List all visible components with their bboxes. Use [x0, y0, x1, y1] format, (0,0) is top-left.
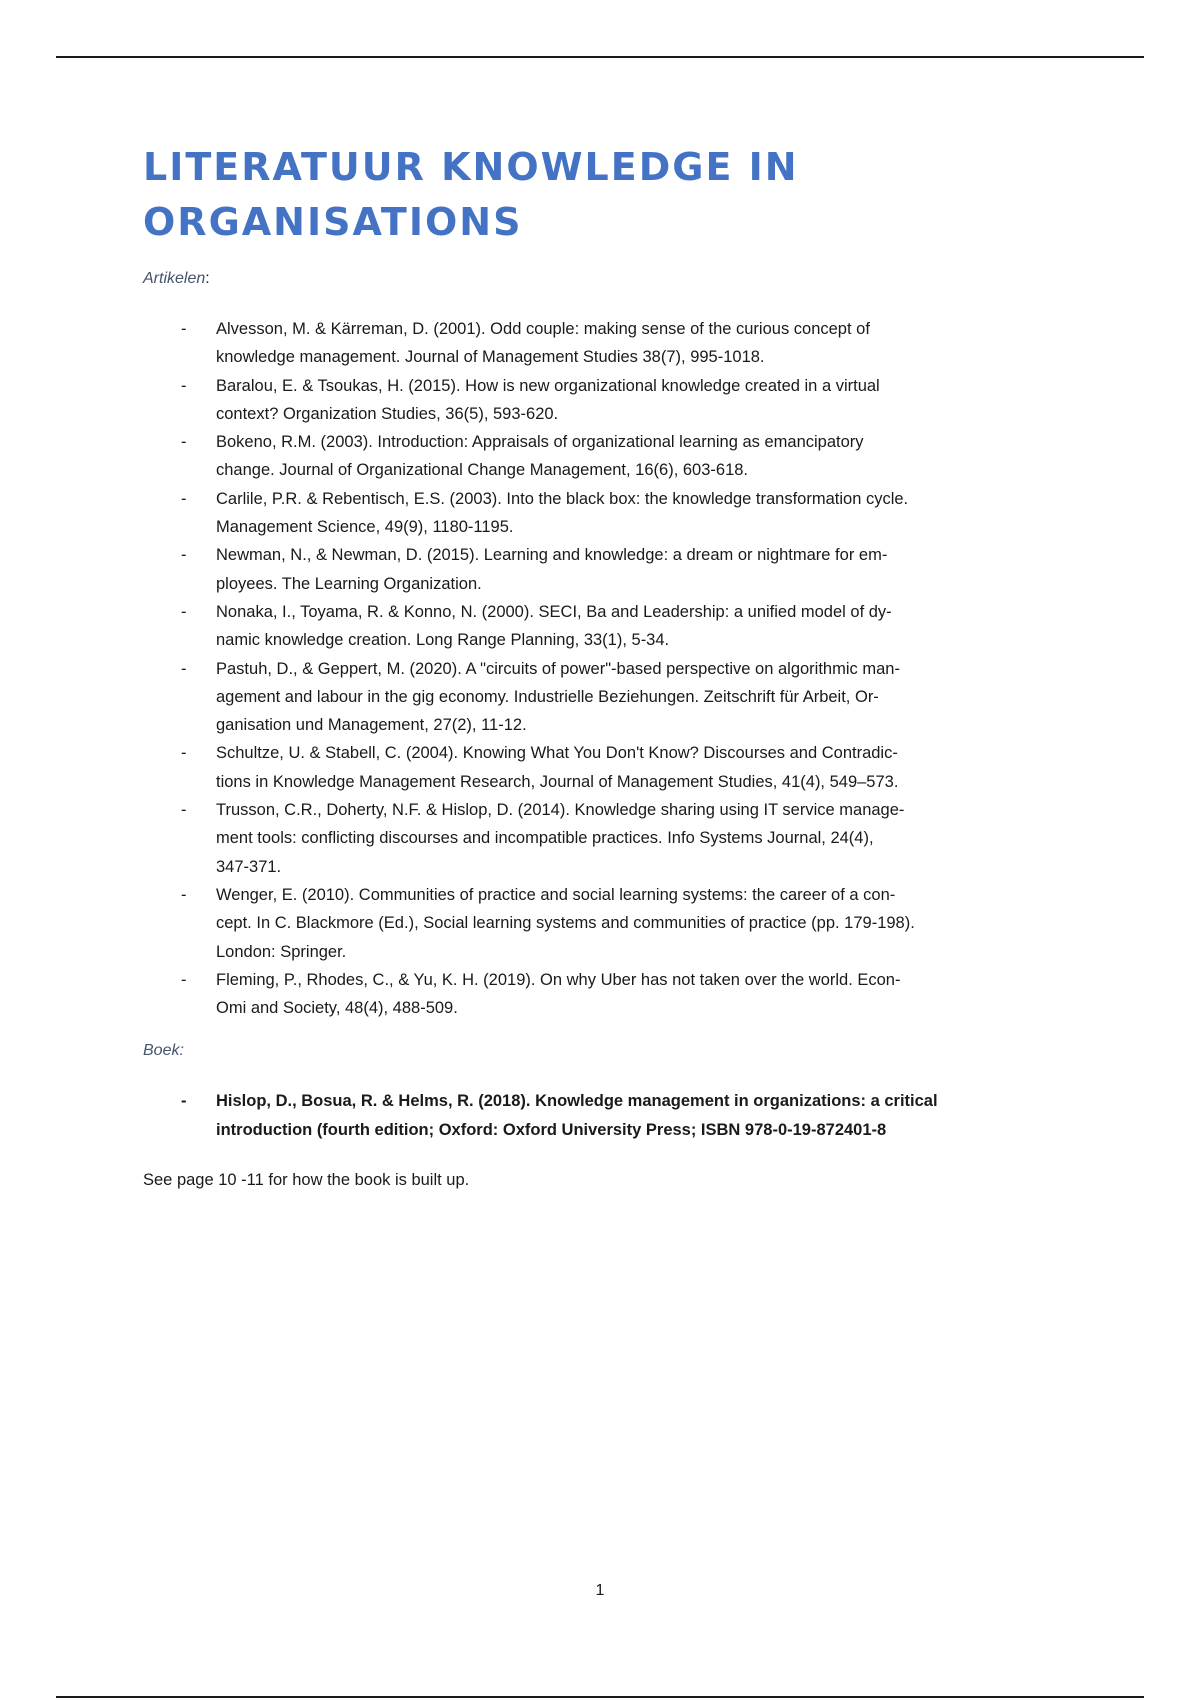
title-line-2: ORGANISATIONS	[143, 200, 523, 244]
articles-heading-text: Artikelen	[143, 270, 206, 287]
reference-line: Trusson, C.R., Doherty, N.F. & Hislop, D. (2014). Knowledge sharing using IT service manage-	[216, 801, 905, 820]
reference-line: agement and labour in the gig economy. Industrielle Beziehungen. Zeitschrift für Arbeit, Or-	[216, 687, 879, 706]
book-structure-note: See page 10 -11 for how the book is built up.	[143, 1171, 470, 1190]
list-dash-marker: -	[181, 801, 187, 820]
list-dash-marker: -	[181, 744, 187, 763]
reference-line: Alvesson, M. & Kärreman, D. (2001). Odd couple: making sense of the curious concept of	[216, 320, 870, 338]
reference-line: Schultze, U. & Stabell, C. (2004). Knowing What You Don't Know? Discourses and Contradic-	[216, 744, 898, 763]
list-dash-marker: -	[181, 659, 187, 678]
reference-line: Carlile, P.R. & Rebentisch, E.S. (2003). Into the black box: the knowledge transformation cycle.	[216, 489, 909, 508]
book-reference	[143, 1087, 993, 1144]
book-heading: Boek:	[143, 1042, 184, 1060]
article-reference	[143, 315, 993, 372]
reference-line: Nonaka, I., Toyama, R. & Konno, N. (2000). SECI, Ba and Leadership: a unified model of dy-	[216, 602, 892, 621]
reference-line: context? Organization Studies, 36(5), 593-620.	[216, 404, 559, 423]
reference-line: namic knowledge creation. Long Range Planning, 33(1), 5-34.	[216, 631, 670, 650]
articles-heading	[143, 268, 993, 290]
footer-rule	[56, 1696, 1144, 1698]
reference-line: Fleming, P., Rhodes, C., & Yu, K. H. (2019). On why Uber has not taken over the world. Econ-	[216, 970, 901, 989]
document-title	[143, 140, 993, 250]
book-list	[143, 1087, 993, 1144]
reference-line: ployees. The Learning Organization.	[216, 574, 482, 593]
reference-line: ganisation und Management, 27(2), 11-12.	[216, 716, 527, 735]
list-dash-marker: -	[181, 1092, 187, 1111]
article-reference	[143, 655, 993, 740]
article-reference	[143, 541, 993, 598]
article-reference	[143, 372, 993, 429]
reference-line: change. Journal of Organizational Change Management, 16(6), 603-618.	[216, 461, 749, 480]
list-dash-marker: -	[181, 546, 187, 565]
articles-heading-colon: :	[205, 270, 210, 287]
page-number: 1	[595, 1582, 605, 1599]
list-dash-marker: -	[181, 602, 187, 621]
list-dash-marker: -	[181, 376, 187, 395]
reference-line: Management Science, 49(9), 1180-1195.	[216, 518, 514, 537]
article-reference	[143, 485, 993, 542]
reference-line: ment tools: conflicting discourses and incompatible practices. Info Systems Journal, 24(4),	[216, 829, 874, 848]
list-dash-marker: -	[181, 970, 187, 989]
reference-line: cept. In C. Blackmore (Ed.), Social learning systems and communities of practice (pp. 179-198).	[216, 914, 915, 933]
article-reference	[143, 598, 993, 655]
list-dash-marker: -	[181, 320, 187, 338]
article-reference	[143, 966, 993, 1023]
article-reference	[143, 796, 993, 881]
header-rule	[56, 56, 1144, 58]
title-line-1: LITERATUUR KNOWLEDGE IN	[143, 145, 799, 189]
list-dash-marker: -	[181, 885, 187, 904]
reference-line: 347-371.	[216, 857, 282, 876]
reference-line: Newman, N., & Newman, D. (2015). Learning and knowledge: a dream or nightmare for em-	[216, 546, 888, 565]
articles-list	[143, 315, 993, 1022]
reference-line: London: Springer.	[216, 942, 347, 961]
list-dash-marker: -	[181, 433, 187, 452]
article-reference	[143, 739, 993, 796]
article-reference	[143, 881, 993, 966]
reference-line: Bokeno, R.M. (2003). Introduction: Appraisals of organizational learning as emancipatory	[216, 433, 864, 452]
reference-line: Omi and Society, 48(4), 488-509.	[216, 999, 458, 1018]
reference-line: Wenger, E. (2010). Communities of practice and social learning systems: the career of a con-	[216, 885, 896, 904]
reference-line: tions in Knowledge Management Research, Journal of Management Studies, 41(4), 549–573.	[216, 772, 899, 791]
document-body	[143, 140, 993, 1194]
reference-line: Baralou, E. & Tsoukas, H. (2015). How is new organizational knowledge created in a virtual	[216, 376, 880, 395]
article-reference	[143, 428, 993, 485]
reference-line: Pastuh, D., & Geppert, M. (2020). A "circuits of power"-based perspective on algorithmic man-	[216, 659, 900, 678]
reference-line: Hislop, D., Bosua, R. & Helms, R. (2018). Knowledge management in organizations: a critical	[216, 1092, 938, 1111]
reference-line: knowledge management. Journal of Management Studies 38(7), 995-1018.	[216, 348, 765, 367]
reference-line: introduction (fourth edition; Oxford: Oxford University Press; ISBN 978-0-19-872401-8	[216, 1120, 887, 1139]
list-dash-marker: -	[181, 489, 187, 508]
